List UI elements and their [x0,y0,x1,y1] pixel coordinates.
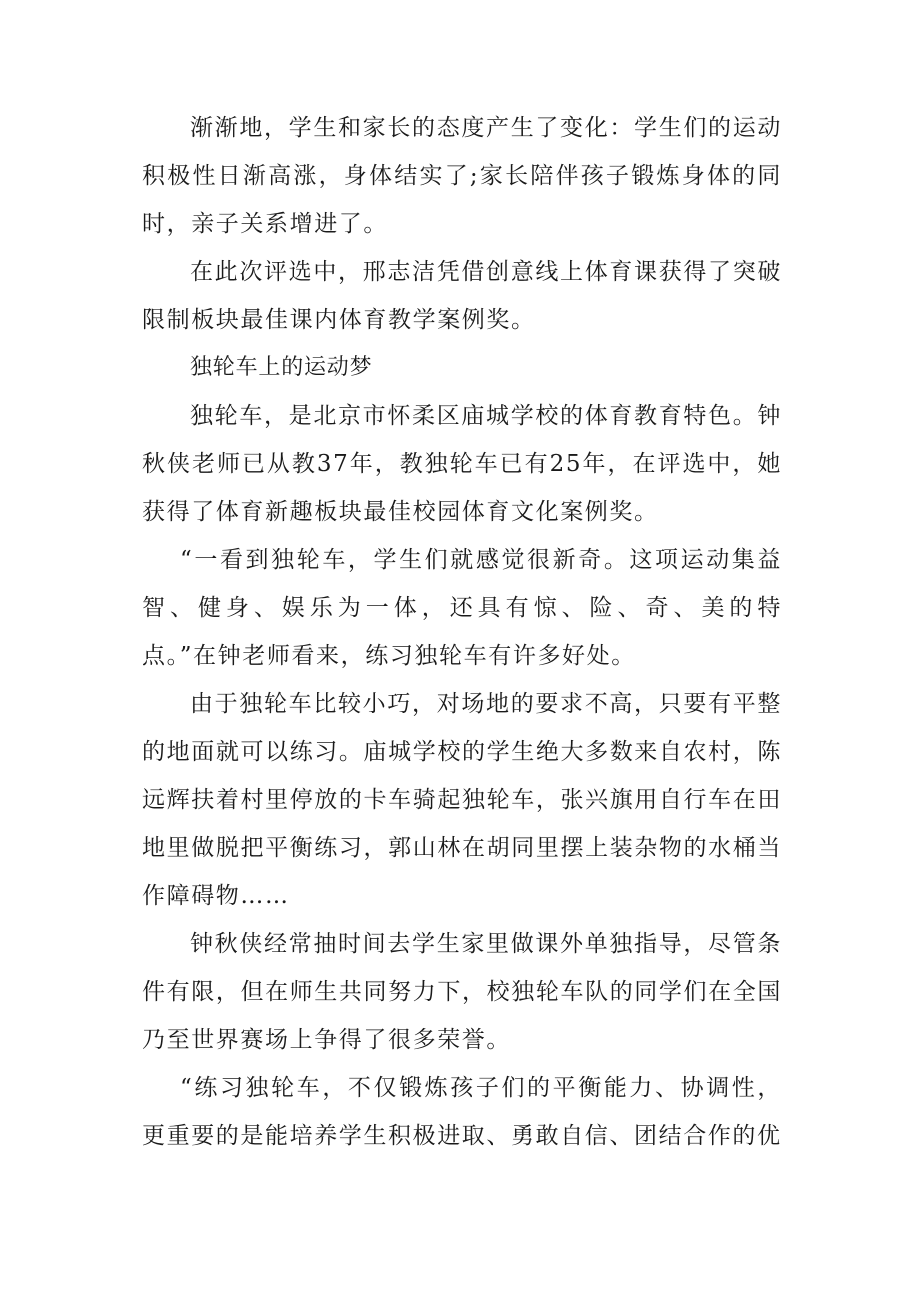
paragraph-home-guidance: 钟秋侠经常抽时间去学生家里做课外单独指导，尽管条件有限，但在师生共同努力下，校独轮车队的同学们在全国乃至世界赛场上争得了很多荣誉。 [142,931,782,1053]
paragraph-award-xing: 在此次评选中，邢志洁凭借创意线上体育课获得了突破限制板块最佳课内体育教学案例奖。 [142,259,782,333]
paragraph-unicycle-intro: 独轮车，是北京市怀柔区庙城学校的体育教育特色。钟秋侠老师已从教37年，教独轮车已有25年，在评选中，她获得了体育新趣板块最佳校园体育文化案例奖。 [142,403,782,525]
paragraph-quote-benefits: “练习独轮车，不仅锻炼孩子们的平衡能力、协调性，更重要的是能培养学生积极进取、勇敢自信、团结合作的优 [142,1075,782,1149]
paragraph-practice-venues: 由于独轮车比较小巧，对场地的要求不高，只要有平整的地面就可以练习。庙城学校的学生绝大多数来自农村，陈远辉扶着村里停放的卡车骑起独轮车，张兴旗用自行车在田地里做脱把平衡练习，郭山林在胡同里摆上装杂物的水桶当作障碍物…… [142,691,782,909]
paragraph-quote-novelty: “一看到独轮车，学生们就感觉很新奇。这项运动集益智、健身、娱乐为一体，还具有惊、险、奇、美的特点。”在钟老师看来，练习独轮车有许多好处。 [142,547,782,669]
paragraph-attitude-change: 渐渐地，学生和家长的态度产生了变化：学生们的运动积极性日渐高涨，身体结实了;家长陪伴孩子锻炼身体的同时，亲子关系增进了。 [142,115,782,237]
section-heading-unicycle: 独轮车上的运动梦 [190,355,373,380]
article-body [142,104,782,1160]
